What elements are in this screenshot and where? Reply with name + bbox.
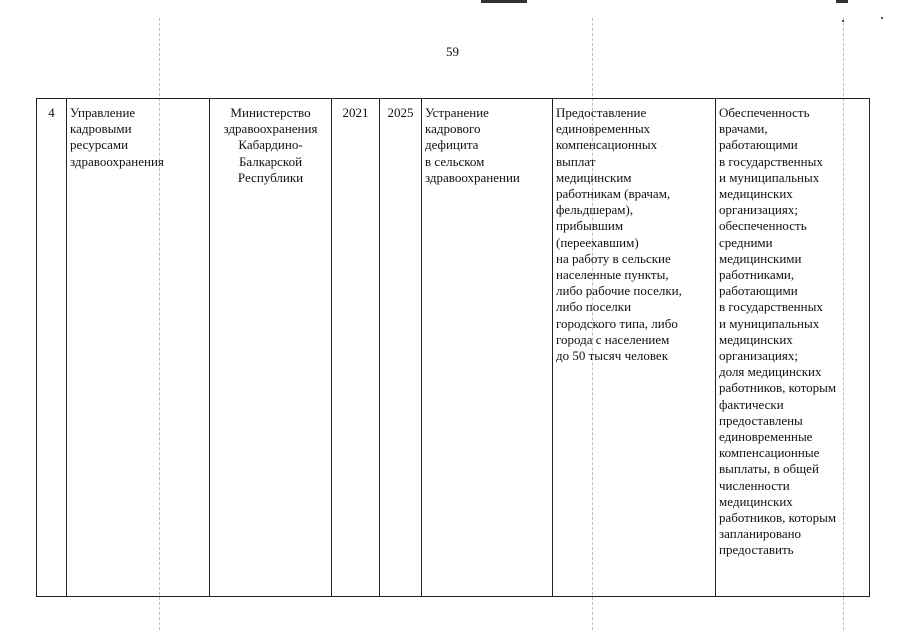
measures-line: фельдшерам), [556,202,634,218]
indicators-line: доля медицинских [719,364,822,380]
indicators-line: численности [719,477,790,493]
row-number: 4 [48,105,55,120]
indicators-line: запланировано [719,526,802,542]
goal-line: здравоохранении [425,169,520,185]
indicators-line: работников, которым [719,380,837,396]
indicators-line: и муниципальных [719,315,820,331]
ministry-line: Балкарской [238,153,303,169]
end-year-cell [380,99,422,597]
indicators-line: работниками, [719,267,795,283]
indicators-line: организациях; [719,202,798,218]
indicators-line: работающими [719,137,798,153]
indicators-line: медицинских [719,186,793,202]
indicators-line: выплаты, в общей [719,461,819,477]
start-year: 2021 [342,105,369,120]
ministry-line: Кабардино- [238,137,303,153]
name-line: здравоохранения [70,153,164,169]
indicators-line: предоставить [719,542,794,558]
indicators-line: средними [719,234,773,250]
measures-line: компенсационных [556,137,658,153]
measures-line: городского типа, либо [556,315,678,331]
goal-cell [422,99,553,597]
row-number-cell [37,99,67,597]
measures-line: до 50 тысяч человек [556,348,669,364]
program-table [36,98,870,597]
scan-mark [836,0,848,3]
measures-line: Предоставление [556,105,647,120]
measures-line: города с населением [556,331,670,347]
goal-line: дефицита [425,137,479,153]
scan-dot [842,20,844,22]
name-cell [67,99,210,597]
measures-line: (переехавшим) [556,234,639,250]
indicators-line: и муниципальных [719,169,820,185]
name-line: Управление [70,105,136,120]
measures-cell [553,99,716,597]
indicators-line: организациях; [719,348,798,364]
measures-line: либо поселки [556,299,632,315]
indicators-line: компенсационные [719,445,820,461]
page-number: 59 [446,44,459,59]
goal-line: в сельском [425,153,485,169]
name-line: ресурсами [70,137,129,153]
goal-line: кадрового [425,121,481,137]
measures-line: прибывшим [556,218,624,234]
indicators-line: в государственных [719,153,823,169]
indicators-line: медицинскими [719,250,802,266]
measures-line: работникам (врачам, [556,186,671,202]
goal-line: Устранение [425,105,489,120]
indicators-line: предоставлены [719,412,803,428]
indicators-line: работающими [719,283,798,299]
indicators-line: единовременные [719,429,813,445]
indicators-line: фактически [719,396,784,412]
name-line: кадровыми [70,121,132,137]
indicators-line: в государственных [719,299,823,315]
ministry-cell [210,99,332,597]
ministry-line: Министерство [230,105,311,120]
scan-mark [481,0,527,3]
indicators-line: медицинских [719,331,793,347]
indicators-line: работников, которым [719,510,837,526]
measures-line: выплат [556,153,596,169]
measures-line: медицинским [556,169,632,185]
ministry-line: Республики [237,169,304,185]
indicators-cell [716,99,870,597]
scan-dot [881,17,883,19]
ministry-line: здравоохранения [223,121,318,137]
indicators-line: обеспеченность [719,218,807,234]
measures-line: населенные пункты, [556,267,669,283]
measures-line: либо рабочие поселки, [556,283,682,299]
measures-line: на работу в сельские [556,250,671,266]
table-row [37,99,870,597]
indicators-line: врачами, [719,121,768,137]
indicators-line: медицинских [719,493,793,509]
indicators-line: Обеспеченность [719,105,810,120]
measures-line: единовременных [556,121,651,137]
end-year: 2025 [387,105,414,120]
start-year-cell [332,99,380,597]
